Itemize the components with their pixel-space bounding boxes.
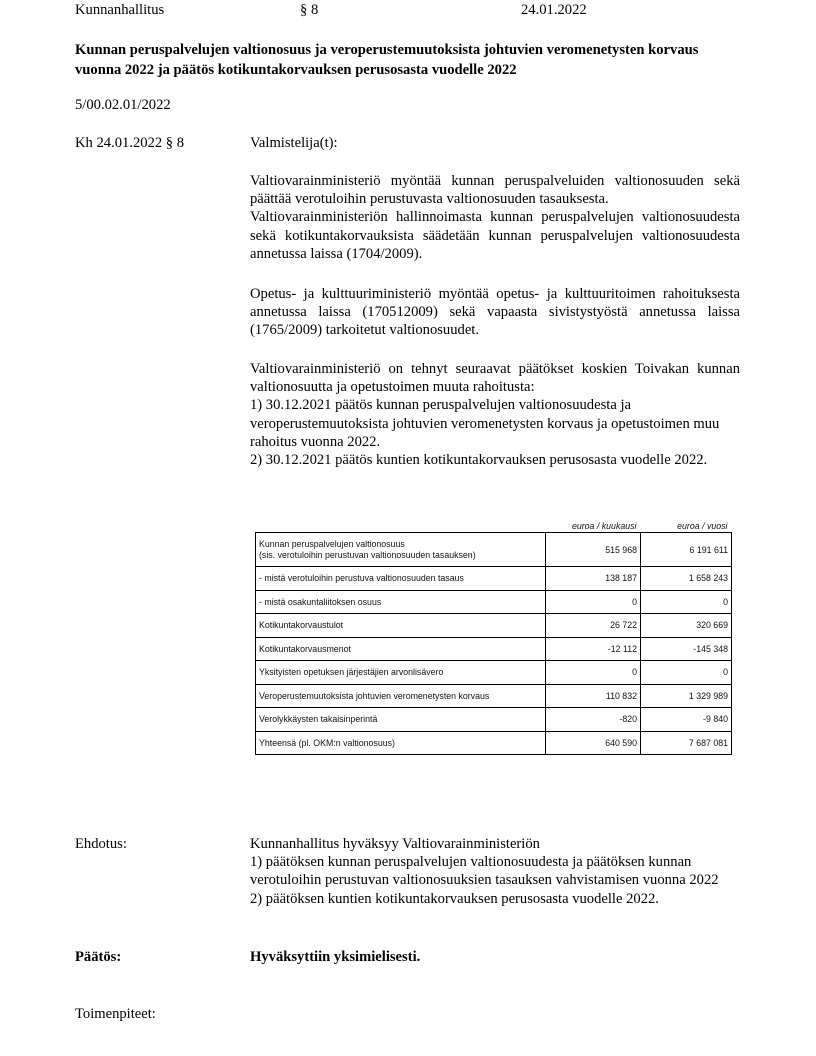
value-year: 320 669 <box>641 614 732 638</box>
value-year: 0 <box>641 590 732 614</box>
column-header-month: euroa / kuukausi <box>571 521 637 531</box>
value-month: 0 <box>546 590 641 614</box>
paragraph-5: 1) 30.12.2021 päätös kunnan peruspalvelujen valtionosuudesta ja veroperustemuutoksista johtuvien veromenetysten korvaus ja opetustoimen muu rahoitus vuonna 2022. <box>250 397 720 450</box>
column-header-year: euroa / vuosi <box>677 521 728 531</box>
value-month: 640 590 <box>546 731 641 755</box>
value-month: 515 968 <box>546 533 641 567</box>
paragraph-3: Opetus- ja kulttuuriministeriö myöntää opetus- ja kulttuuritoimen rahoituksesta annetussa laissa (170512009) sekä vapaasta sivistystyöstä annetussa laissa (1765/2009) tarkoitetut valtionosuudet. <box>250 286 740 339</box>
row-label-main: Kunnan peruspalvelujen valtionosuus <box>259 539 405 549</box>
value-month: 138 187 <box>546 567 641 591</box>
paragraph-4: Valtiovarainministeriö on tehnyt seuraavat päätökset koskien Toivakan kunnan valtionosuutta ja opetustoimen muuta rahoitusta: <box>250 361 740 396</box>
table-row <box>256 661 732 685</box>
paragraph-block-1 <box>250 172 740 263</box>
table-row <box>256 567 732 591</box>
value-month: -12 112 <box>546 637 641 661</box>
row-label: Kotikuntakorvaustulot <box>256 614 546 638</box>
row-label: - mistä osakuntaliitoksen osuus <box>256 590 546 614</box>
meeting-reference: Kh 24.01.2022 § 8 <box>75 135 185 151</box>
actions-label: Toimenpiteet: <box>75 1006 156 1022</box>
header-date: 24.01.2022 <box>521 2 587 18</box>
table-row <box>256 614 732 638</box>
proposal-text <box>250 835 740 908</box>
proposal-label: Ehdotus: <box>75 836 127 852</box>
paragraph-6: 2) 30.12.2021 päätös kuntien kotikuntakorvauksen perusosasta vuodelle 2022. <box>250 452 708 469</box>
record-id: 5/00.02.01/2022 <box>75 97 171 113</box>
row-label: Verolykkäysten takaisinperintä <box>256 708 546 732</box>
value-year: 1 329 989 <box>641 684 732 708</box>
table-row <box>256 684 732 708</box>
paragraph-block-3 <box>250 360 740 469</box>
table-row <box>256 533 732 567</box>
preparer-label: Valmistelija(t): <box>250 135 338 151</box>
financial-table <box>255 517 732 755</box>
paragraph-1: Valtiovarainministeriö myöntää kunnan peruspalveluiden valtionosuuden sekä päättää verotuloihin perustuvasta valtionosuuden tasauksesta. <box>250 173 740 208</box>
proposal-line-3: 2) päätöksen kuntien kotikuntakorvauksen perusosasta vuodelle 2022. <box>250 890 659 907</box>
value-year: 7 687 081 <box>641 731 732 755</box>
row-label-sub: (sis. verotuloihin perustuvan valtionosuuden tasauksen) <box>259 549 476 560</box>
value-month: 26 722 <box>546 614 641 638</box>
document-title: Kunnan peruspalvelujen valtionosuus ja veroperustemuutoksista johtuvien veromenetysten korvaus vuonna 2022 ja päätös kotikuntakorvauksen perusosasta vuodelle 2022 <box>75 42 699 78</box>
value-year: -145 348 <box>641 637 732 661</box>
row-label: Veroperustemuutoksista johtuvien veromenetysten korvaus <box>256 684 546 708</box>
value-month: -820 <box>546 708 641 732</box>
table-row <box>256 708 732 732</box>
header-section: § 8 <box>300 2 319 18</box>
value-year: 0 <box>641 661 732 685</box>
row-label: - mistä verotuloihin perustuva valtionosuuden tasaus <box>256 567 546 591</box>
value-year: 1 658 243 <box>641 567 732 591</box>
header-org: Kunnanhallitus <box>75 2 165 18</box>
table-row <box>256 637 732 661</box>
decision-label: Päätös: <box>75 949 122 965</box>
value-year: -9 840 <box>641 708 732 732</box>
table-row-total <box>256 731 732 755</box>
row-label <box>256 533 546 567</box>
row-label: Yhteensä (pl. OKM:n valtionosuus) <box>256 731 546 755</box>
value-month: 0 <box>546 661 641 685</box>
value-year: 6 191 611 <box>641 533 732 567</box>
row-label: Kotikuntakorvausmenot <box>256 637 546 661</box>
table-row <box>256 590 732 614</box>
row-label: Yksityisten opetuksen järjestäjien arvonlisävero <box>256 661 546 685</box>
paragraph-2: Valtiovarainministeriön hallinnoimasta kunnan peruspalvelujen valtionosuudesta sekä kotikuntakorvauksista säädetään kunnan peruspalvelujen valtionosuudesta annetussa laissa (1704/2009). <box>250 209 740 262</box>
paragraph-block-2 <box>250 285 740 340</box>
proposal-line-1: Kunnanhallitus hyväksyy Valtiovarainministeriön <box>250 836 540 852</box>
decision-text: Hyväksyttiin yksimielisesti. <box>250 949 421 965</box>
value-month: 110 832 <box>546 684 641 708</box>
proposal-line-2: 1) päätöksen kunnan peruspalvelujen valtionosuudesta ja päätöksen kunnan verotuloihin perustuvan valtionosuuksien tasauksen vahvistamisen vuonna 2022 <box>250 854 719 889</box>
